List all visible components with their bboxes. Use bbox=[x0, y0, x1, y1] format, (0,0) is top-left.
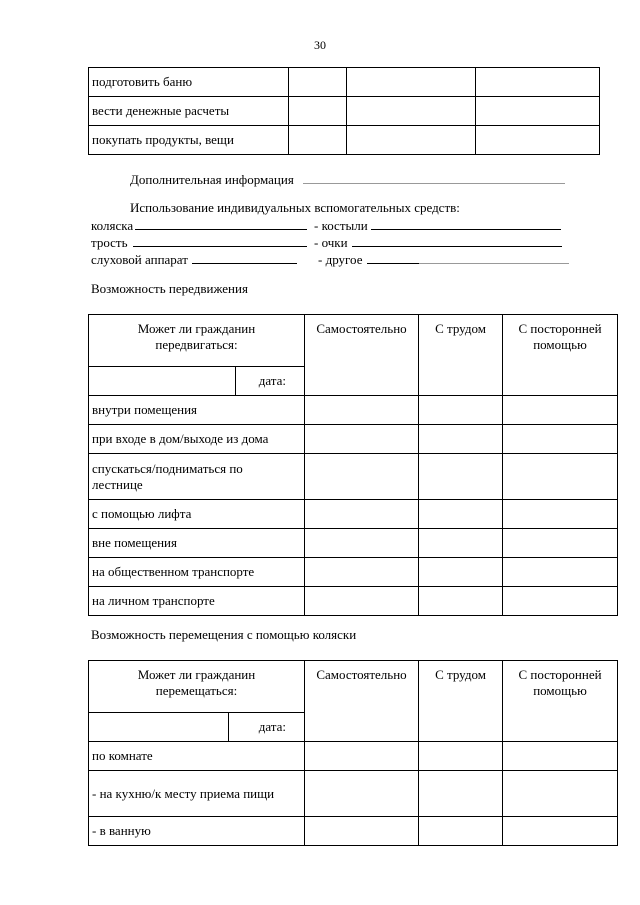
table-cell[interactable] bbox=[305, 771, 419, 817]
table-cell[interactable] bbox=[305, 558, 419, 587]
table-cell[interactable] bbox=[503, 529, 618, 558]
table-cell[interactable] bbox=[419, 529, 503, 558]
table-row bbox=[89, 425, 618, 454]
table-cell[interactable] bbox=[289, 126, 347, 155]
table-row bbox=[89, 126, 600, 155]
table-row bbox=[89, 396, 618, 425]
table-row bbox=[89, 454, 618, 500]
col-difficulty: С трудом bbox=[419, 315, 503, 396]
row-label: с помощью лифта bbox=[89, 500, 305, 529]
row-label: по комнате bbox=[89, 742, 305, 771]
table-cell[interactable] bbox=[503, 587, 618, 616]
additional-info-label: Дополнительная информация bbox=[130, 172, 294, 187]
table-cell[interactable] bbox=[305, 425, 419, 454]
table-cell[interactable] bbox=[289, 68, 347, 97]
aid-hearing-label: слуховой аппарат bbox=[91, 252, 188, 267]
table-cell[interactable] bbox=[503, 500, 618, 529]
aid-other-label: - другое bbox=[318, 252, 363, 267]
aid-cane-label: трость bbox=[91, 235, 128, 250]
table-cell[interactable] bbox=[503, 817, 618, 846]
table-cell[interactable] bbox=[503, 558, 618, 587]
row-label: - в ванную bbox=[89, 817, 305, 846]
table-cell[interactable] bbox=[476, 68, 600, 97]
table-header-row bbox=[89, 315, 618, 367]
row-label: при входе в дом/выходе из дома bbox=[89, 425, 305, 454]
header-question: Может ли гражданин перемещаться: bbox=[89, 661, 305, 713]
date-spacer bbox=[89, 713, 229, 742]
additional-info-field[interactable] bbox=[303, 171, 565, 184]
wheelchair-section-title: Возможность перемещения с помощью коляски bbox=[91, 627, 357, 642]
table-row bbox=[89, 558, 618, 587]
table-cell[interactable] bbox=[347, 126, 476, 155]
aid-other-line bbox=[318, 251, 569, 268]
aid-stroller-line bbox=[91, 217, 307, 234]
aid-glasses-label: - очки bbox=[314, 235, 348, 250]
aid-hearing-line bbox=[91, 251, 297, 268]
table-row bbox=[89, 500, 618, 529]
aid-crutches-field[interactable] bbox=[371, 217, 561, 230]
aids-heading: Использование индивидуальных вспомогательных средств: bbox=[130, 200, 460, 215]
col-assisted: С посторонней помощью bbox=[503, 661, 618, 742]
aid-hearing-field[interactable] bbox=[192, 251, 297, 264]
aid-cane-field[interactable] bbox=[133, 234, 307, 247]
date-label: дата: bbox=[236, 367, 305, 396]
row-label: спускаться/подниматься по лестнице bbox=[89, 454, 305, 500]
table-row bbox=[89, 742, 618, 771]
table-cell[interactable] bbox=[347, 97, 476, 126]
table-cell[interactable] bbox=[305, 817, 419, 846]
table-cell[interactable] bbox=[419, 396, 503, 425]
table-cell[interactable] bbox=[503, 454, 618, 500]
row-label: на общественном транспорте bbox=[89, 558, 305, 587]
table-cell[interactable] bbox=[419, 742, 503, 771]
row-label: внутри помещения bbox=[89, 396, 305, 425]
table-cell[interactable] bbox=[419, 454, 503, 500]
table-row bbox=[89, 68, 600, 97]
aid-stroller-label: коляска bbox=[91, 218, 134, 233]
page-number: 30 bbox=[314, 38, 326, 52]
table-header-row bbox=[89, 661, 618, 713]
wheelchair-table bbox=[88, 660, 618, 846]
table-cell[interactable] bbox=[503, 425, 618, 454]
table-cell[interactable] bbox=[305, 587, 419, 616]
table-cell[interactable] bbox=[305, 500, 419, 529]
table-row bbox=[89, 529, 618, 558]
additional-info-line bbox=[130, 171, 565, 188]
table-cell[interactable] bbox=[305, 454, 419, 500]
aid-other-field-extra[interactable] bbox=[419, 251, 569, 264]
table-cell[interactable] bbox=[503, 396, 618, 425]
col-independent: Самостоятельно bbox=[305, 661, 419, 742]
table-cell[interactable] bbox=[419, 771, 503, 817]
aid-other-field[interactable] bbox=[367, 251, 419, 264]
task-label: подготовить баню bbox=[89, 68, 289, 97]
aid-cane-line bbox=[91, 234, 307, 251]
table-row bbox=[89, 771, 618, 817]
aid-stroller-field[interactable] bbox=[135, 217, 307, 230]
task-label: покупать продукты, вещи bbox=[89, 126, 289, 155]
table-cell[interactable] bbox=[305, 396, 419, 425]
aid-crutches-line bbox=[314, 217, 561, 234]
table-cell[interactable] bbox=[419, 817, 503, 846]
table-cell[interactable] bbox=[419, 587, 503, 616]
movement-table bbox=[88, 314, 618, 616]
row-label: на личном транспорте bbox=[89, 587, 305, 616]
table-row bbox=[89, 817, 618, 846]
aid-glasses-line bbox=[314, 234, 562, 251]
header-question: Может ли гражданин передвигаться: bbox=[89, 315, 305, 367]
table-cell[interactable] bbox=[305, 529, 419, 558]
row-label: - на кухню/к месту приема пищи bbox=[89, 771, 305, 817]
table-cell[interactable] bbox=[289, 97, 347, 126]
table-cell[interactable] bbox=[503, 742, 618, 771]
table-cell[interactable] bbox=[419, 425, 503, 454]
table-cell[interactable] bbox=[419, 558, 503, 587]
aid-glasses-field[interactable] bbox=[352, 234, 562, 247]
table-cell[interactable] bbox=[347, 68, 476, 97]
task-label: вести денежные расчеты bbox=[89, 97, 289, 126]
movement-section-title: Возможность передвижения bbox=[91, 281, 248, 296]
table-cell[interactable] bbox=[305, 742, 419, 771]
col-assisted: С посторонней помощью bbox=[503, 315, 618, 396]
row-label: вне помещения bbox=[89, 529, 305, 558]
aid-crutches-label: - костыли bbox=[314, 218, 368, 233]
table-cell[interactable] bbox=[476, 126, 600, 155]
date-spacer bbox=[89, 367, 236, 396]
col-difficulty: С трудом bbox=[419, 661, 503, 742]
table-cell[interactable] bbox=[419, 500, 503, 529]
table-cell[interactable] bbox=[503, 771, 618, 817]
col-independent: Самостоятельно bbox=[305, 315, 419, 396]
household-tasks-table bbox=[88, 67, 600, 155]
table-row bbox=[89, 587, 618, 616]
table-row bbox=[89, 97, 600, 126]
table-cell[interactable] bbox=[476, 97, 600, 126]
date-label: дата: bbox=[229, 713, 305, 742]
